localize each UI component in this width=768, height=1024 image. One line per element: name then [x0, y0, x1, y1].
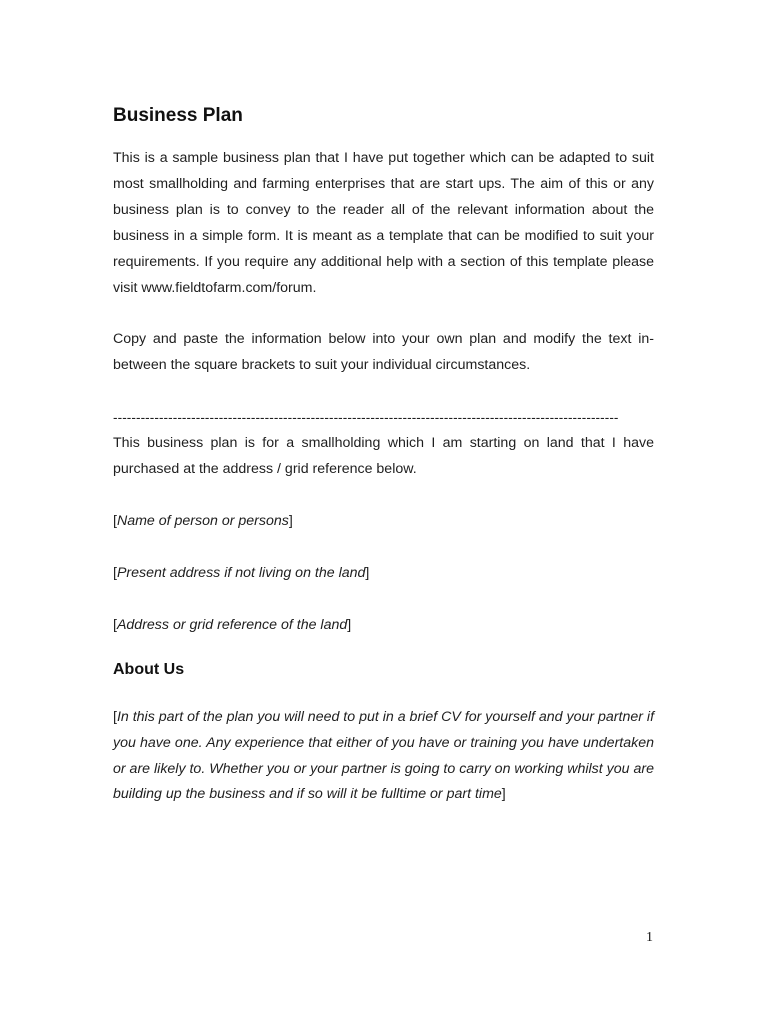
bracket-open: [: [113, 564, 117, 581]
bracket-close: ]: [365, 564, 370, 581]
bracket-close: ]: [347, 616, 352, 633]
placeholder-name-text: Name of person or persons: [116, 512, 289, 529]
bracket-open: [: [113, 616, 117, 633]
instructions-paragraph: Copy and paste the information below into your own plan and modify the text in-between the square brackets to suit your individual circumstances.: [113, 331, 654, 374]
page-number: 1: [646, 930, 653, 945]
about-us-paragraph: [113, 705, 654, 809]
placeholder-land-address-text: Address or grid reference of the land: [116, 616, 348, 633]
placeholder-present-address: [113, 561, 654, 587]
placeholder-land-address: [113, 613, 654, 639]
placeholder-name: [113, 509, 654, 535]
placeholder-present-address-text: Present address if not living on the land: [116, 564, 366, 581]
bracket-open: [: [113, 708, 117, 725]
about-us-heading: About Us: [113, 660, 185, 678]
intro-paragraph: This is a sample business plan that I have put together which can be adapted to suit most smallholding and farming enterprises that are start ups. The aim of this or any business plan is to convey to the reader all of the relevant information about the business in a simple form. It is meant as a template that can be modified to suit your requirements. If you require any additional help with a section of this template please visit www.fieldtofarm.com/forum.: [113, 150, 654, 296]
bracket-close: ]: [501, 786, 506, 803]
page-title: Business Plan: [113, 105, 243, 126]
document-body: [113, 104, 654, 808]
bracket-open: [: [113, 512, 117, 529]
plan-intro-paragraph: This business plan is for a smallholding which I am starting on land that I have purchased at the address / grid reference below.: [113, 435, 654, 478]
bracket-close: ]: [288, 512, 293, 529]
dashed-separator: --------------------------------------------------------------------------------------------------------------: [113, 410, 619, 426]
about-us-text: In this part of the plan you will need to put in a brief CV for yourself and your partner if you have one. Any experience that either of you have or training you have undertaken or are likely to. Whether you or your partner is going to carry on working whilst you are building up the business and if so will it be fulltime or part time: [113, 708, 655, 803]
